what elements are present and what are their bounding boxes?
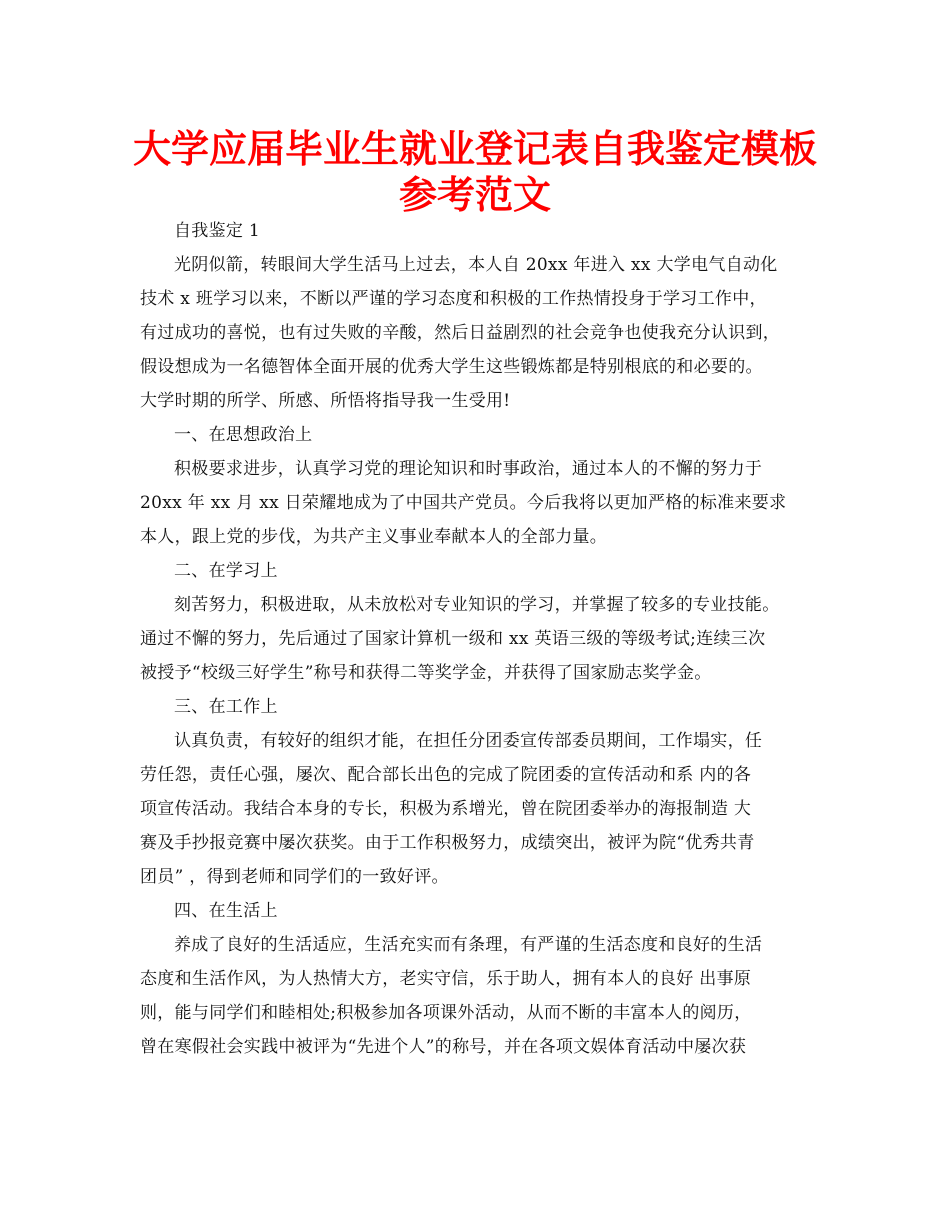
text-line: 刻苦努力，积极进取，从未放松对专业知识的学习，并掌握了较多的专业技能。 bbox=[174, 595, 780, 615]
document-title-line-1: 大学应届毕业生就业登记表自我鉴定模板 bbox=[132, 127, 817, 171]
text-line: 自我鉴定 1 bbox=[174, 221, 261, 241]
text-line: 通过不懈的努力，先后通过了国家计算机一级和 xx 英语三级的等级考试;连续三次 bbox=[140, 629, 766, 649]
text-line: 20xx 年 xx 月 xx 日荣耀地成为了中国共产党员。今后我将以更加严格的标准来要求 bbox=[140, 493, 787, 513]
text-line: 一、在思想政治上 bbox=[174, 425, 313, 445]
text-line: 曾在寒假社会实践中被评为“先进个人”的称号，并在各项文娱体育活动中屡次获 bbox=[140, 1037, 747, 1057]
text-line: 态度和生活作风，为人热情大方，老实守信，乐于助人，拥有本人的良好 出事原 bbox=[140, 969, 752, 989]
text-line: 光阴似箭，转眼间大学生活马上过去，本人自 20xx 年进入 xx 大学电气自动化 bbox=[174, 255, 778, 275]
text-line: 积极要求进步，认真学习党的理论知识和时事政治，通过本人的不懈的努力于 bbox=[174, 459, 763, 479]
text-line: 假设想成为一名德智体全面开展的优秀大学生这些锻炼都是特别根底的和必要的。 bbox=[140, 357, 763, 377]
text-line: 三、在工作上 bbox=[174, 697, 278, 717]
text-line: 技术 x 班学习以来，不断以严谨的学习态度和积极的工作热情投身于学习工作中， bbox=[140, 289, 767, 309]
text-line: 养成了良好的生活适应，生活充实而有条理，有严谨的生活态度和良好的生活 bbox=[174, 935, 763, 955]
document-title-line-2: 参考范文 bbox=[398, 173, 551, 217]
text-line: 被授予“校级三好学生”称号和获得二等奖学金，并获得了国家励志奖学金。 bbox=[140, 663, 712, 683]
text-line: 赛及手抄报竞赛中屡次获奖。由于工作积极努力，成绩突出，被评为院“优秀共青 bbox=[140, 833, 755, 853]
text-line: 本人，跟上党的步伐，为共产主义事业奉献本人的全部力量。 bbox=[140, 527, 608, 547]
text-line: 四、在生活上 bbox=[174, 901, 278, 921]
document-body bbox=[140, 214, 820, 1064]
text-line: 项宣传活动。我结合本身的专长，积极为系增光，曾在院团委举办的海报制造 大 bbox=[140, 799, 752, 819]
text-line: 团员” ，得到老师和同学们的一致好评。 bbox=[140, 867, 449, 887]
text-line: 大学时期的所学、所感、所悟将指导我一生受用! bbox=[140, 391, 511, 411]
text-line: 认真负责，有较好的组织才能，在担任分团委宣传部委员期间，工作塌实，任 bbox=[174, 731, 763, 751]
text-line: 劳任怨，责任心强，屡次、配合部长出色的完成了院团委的宣传活动和系 内的各 bbox=[140, 765, 752, 785]
text-line: 有过成功的喜悦，也有过失败的辛酸，然后日益剧烈的社会竞争也使我充分认识到， bbox=[140, 323, 781, 343]
text-line: 二、在学习上 bbox=[174, 561, 278, 581]
text-line: 则，能与同学们和睦相处;积极参加各项课外活动，从而不断的丰富本人的阅历， bbox=[140, 1003, 752, 1023]
